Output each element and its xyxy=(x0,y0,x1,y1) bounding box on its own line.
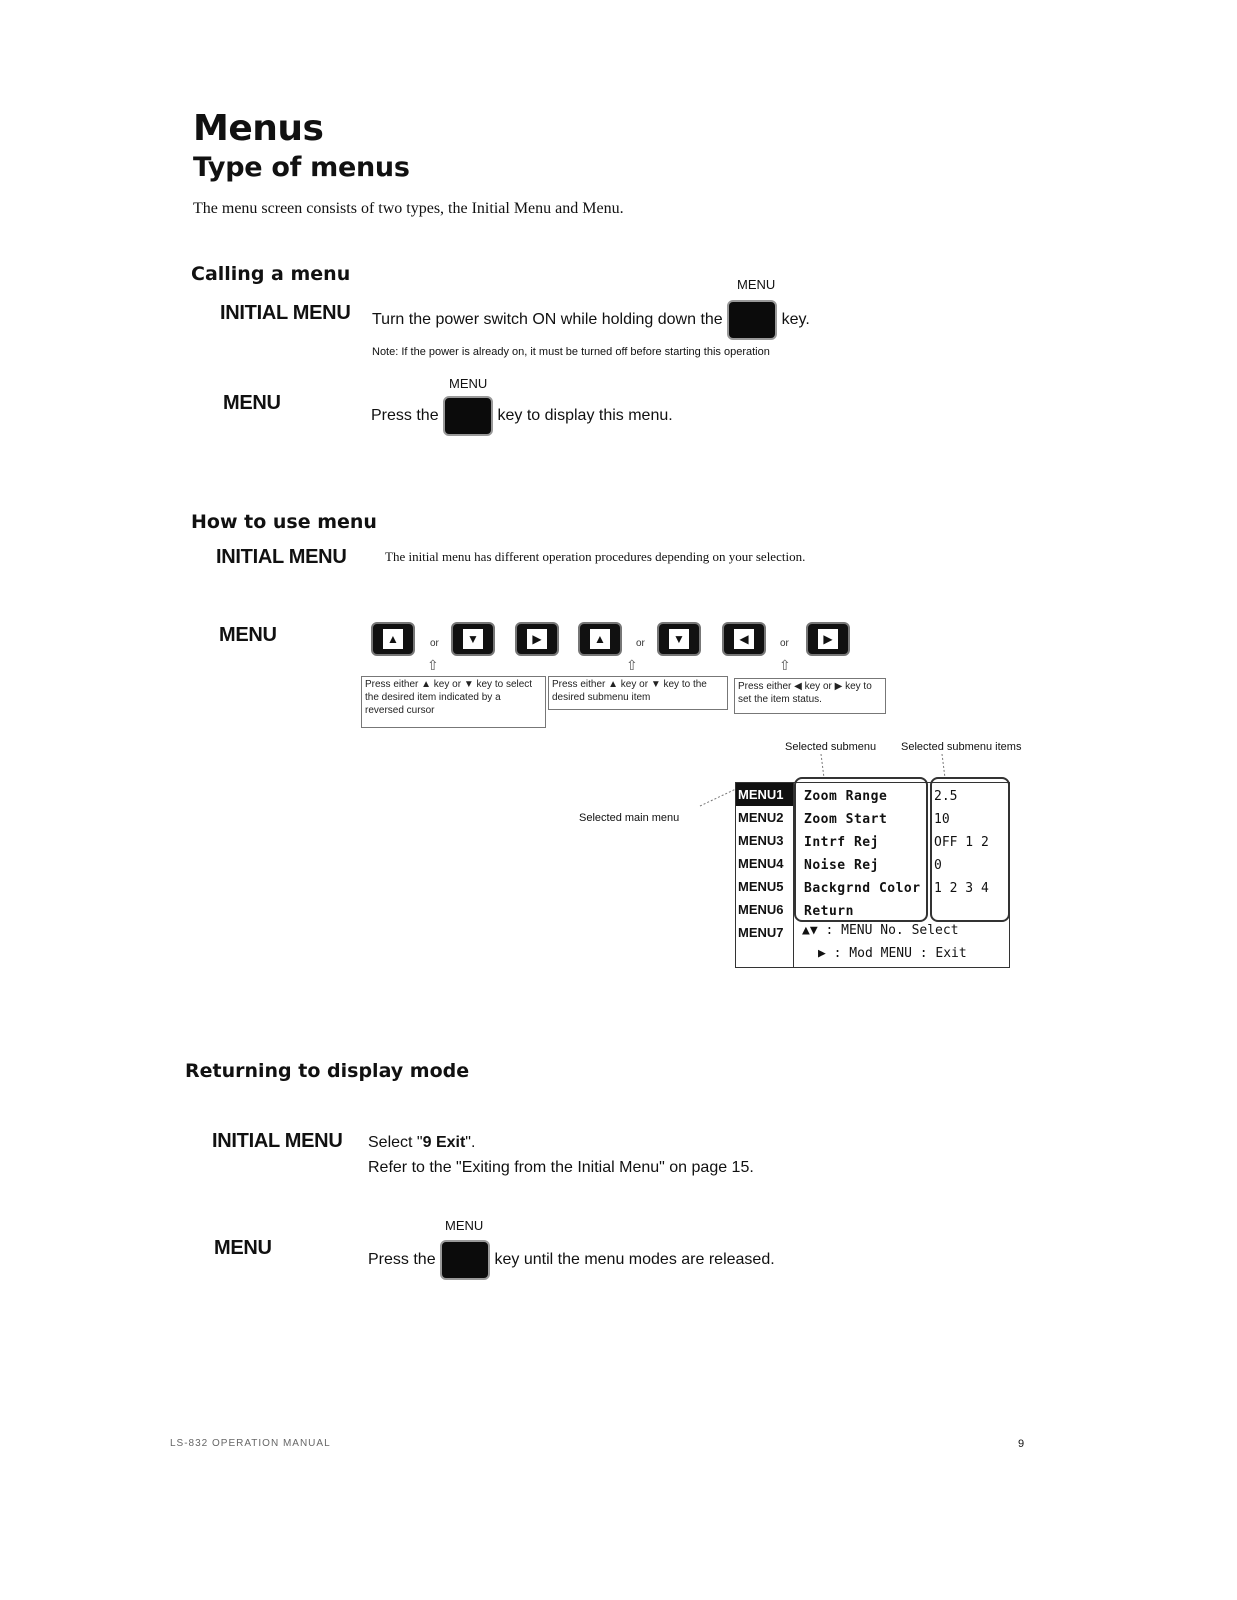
returning-initial-prefix: Select " xyxy=(368,1134,423,1151)
calling-menu-text-after: key to display this menu. xyxy=(497,407,673,425)
pointer-arrow-icon-3: ⇧ xyxy=(779,657,791,673)
returning-initial-label: INITIAL MENU xyxy=(212,1130,343,1152)
page-title: Menus xyxy=(193,108,324,149)
howto-initial-text: The initial menu has different operation procedures depending on your selection. xyxy=(385,549,806,564)
or-text-3: or xyxy=(780,638,789,649)
or-text-2: or xyxy=(636,638,645,649)
calling-initial-text-after: key. xyxy=(781,311,810,329)
note-select-item: Press either ▲ key or ▼ key to select the desired item indicated by a reversed cursor xyxy=(361,676,546,728)
main-menu-item: MENU7 xyxy=(738,925,784,940)
page-subtitle: Type of menus xyxy=(193,152,410,183)
main-menu-item: MENU6 xyxy=(738,902,784,917)
right-key-icon-2: ▶ xyxy=(806,622,850,656)
left-key-icon: ◀ xyxy=(722,622,766,656)
values-panel xyxy=(930,777,1010,922)
calling-menu-label: MENU xyxy=(223,392,281,414)
section-heading-howto: How to use menu xyxy=(191,511,377,533)
submenu-item: Zoom Range xyxy=(804,789,888,804)
main-menu-item: MENU4 xyxy=(738,856,784,871)
value-item: OFF 1 2 xyxy=(934,835,989,850)
submenu-item: Zoom Start xyxy=(804,812,888,827)
main-menu-item: MENU5 xyxy=(738,879,784,894)
returning-initial-text-2: Refer to the "Exiting from the Initial Menu" on page 15. xyxy=(368,1159,754,1176)
returning-exit-item: 9 Exit xyxy=(422,1134,466,1151)
calling-initial-label: INITIAL MENU xyxy=(220,302,351,324)
returning-initial-suffix: ". xyxy=(465,1134,476,1151)
returning-initial-text xyxy=(368,1134,475,1152)
menu-key-icon-3 xyxy=(440,1240,490,1280)
main-menu-item: MENU2 xyxy=(738,810,784,825)
main-menu-item-selected: MENU1 xyxy=(736,783,793,806)
menu-screen-diagram xyxy=(735,782,1010,968)
menu-key-caption-2: MENU xyxy=(449,376,488,391)
submenu-item: Noise Rej xyxy=(804,858,879,873)
submenu-item: Return xyxy=(804,904,854,919)
calling-initial-text xyxy=(372,300,810,340)
value-item: 2.5 xyxy=(934,789,958,804)
howto-menu-label: MENU xyxy=(219,624,277,646)
menu-key-caption: MENU xyxy=(737,277,776,292)
note-select-submenu: Press either ▲ key or ▼ key to the desired submenu item xyxy=(548,676,728,710)
label-selected-items: Selected submenu items xyxy=(901,741,1022,753)
down-key-icon-2: ▼ xyxy=(657,622,701,656)
value-item xyxy=(932,900,1008,922)
right-key-icon: ▶ xyxy=(515,622,559,656)
section-heading-returning: Returning to display mode xyxy=(185,1060,470,1082)
submenu-item: Backgrnd Color xyxy=(804,881,921,896)
calling-initial-text-before: Turn the power switch ON while holding down the xyxy=(372,311,723,329)
returning-menu-text-before: Press the xyxy=(368,1251,436,1269)
main-menu-column xyxy=(736,783,794,967)
submenu-panel xyxy=(794,777,928,922)
help-line-2: ▶ : Mod MENU : Exit xyxy=(818,946,967,961)
label-selected-submenu: Selected submenu xyxy=(785,741,877,753)
note-set-status: Press either ◀ key or ▶ key to set the item status. xyxy=(734,678,886,714)
value-item: 0 xyxy=(934,858,942,873)
submenu-item: Intrf Rej xyxy=(804,835,879,850)
returning-menu-text-after: key until the menu modes are released. xyxy=(494,1251,775,1269)
pointer-arrow-icon-1: ⇧ xyxy=(427,657,439,673)
help-line-1: ▲▼ : MENU No. Select xyxy=(802,923,959,938)
returning-menu-text xyxy=(368,1240,775,1280)
footer-manual-title: LS-832 OPERATION MANUAL xyxy=(170,1438,331,1449)
or-text-1: or xyxy=(430,638,439,649)
intro-text: The menu screen consists of two types, the Initial Menu and Menu. xyxy=(193,200,624,217)
pointer-arrow-icon-2: ⇧ xyxy=(626,657,638,673)
down-key-icon: ▼ xyxy=(451,622,495,656)
up-key-icon: ▲ xyxy=(371,622,415,656)
value-item: 10 xyxy=(934,812,950,827)
section-heading-calling: Calling a menu xyxy=(191,263,351,285)
menu-key-icon-2 xyxy=(443,396,493,436)
howto-initial-label: INITIAL MENU xyxy=(216,546,347,568)
main-menu-item: MENU3 xyxy=(738,833,784,848)
calling-menu-text-before: Press the xyxy=(371,407,439,425)
returning-menu-label: MENU xyxy=(214,1237,272,1259)
calling-menu-text xyxy=(371,396,673,436)
label-selected-main: Selected main menu xyxy=(579,812,680,824)
menu-key-icon xyxy=(727,300,777,340)
value-item: 1 2 3 4 xyxy=(934,881,989,896)
page-number: 9 xyxy=(1018,1438,1025,1450)
menu-key-caption-3: MENU xyxy=(445,1218,484,1233)
calling-note: Note: If the power is already on, it must be turned off before starting this operation xyxy=(372,346,770,358)
up-key-icon-2: ▲ xyxy=(578,622,622,656)
